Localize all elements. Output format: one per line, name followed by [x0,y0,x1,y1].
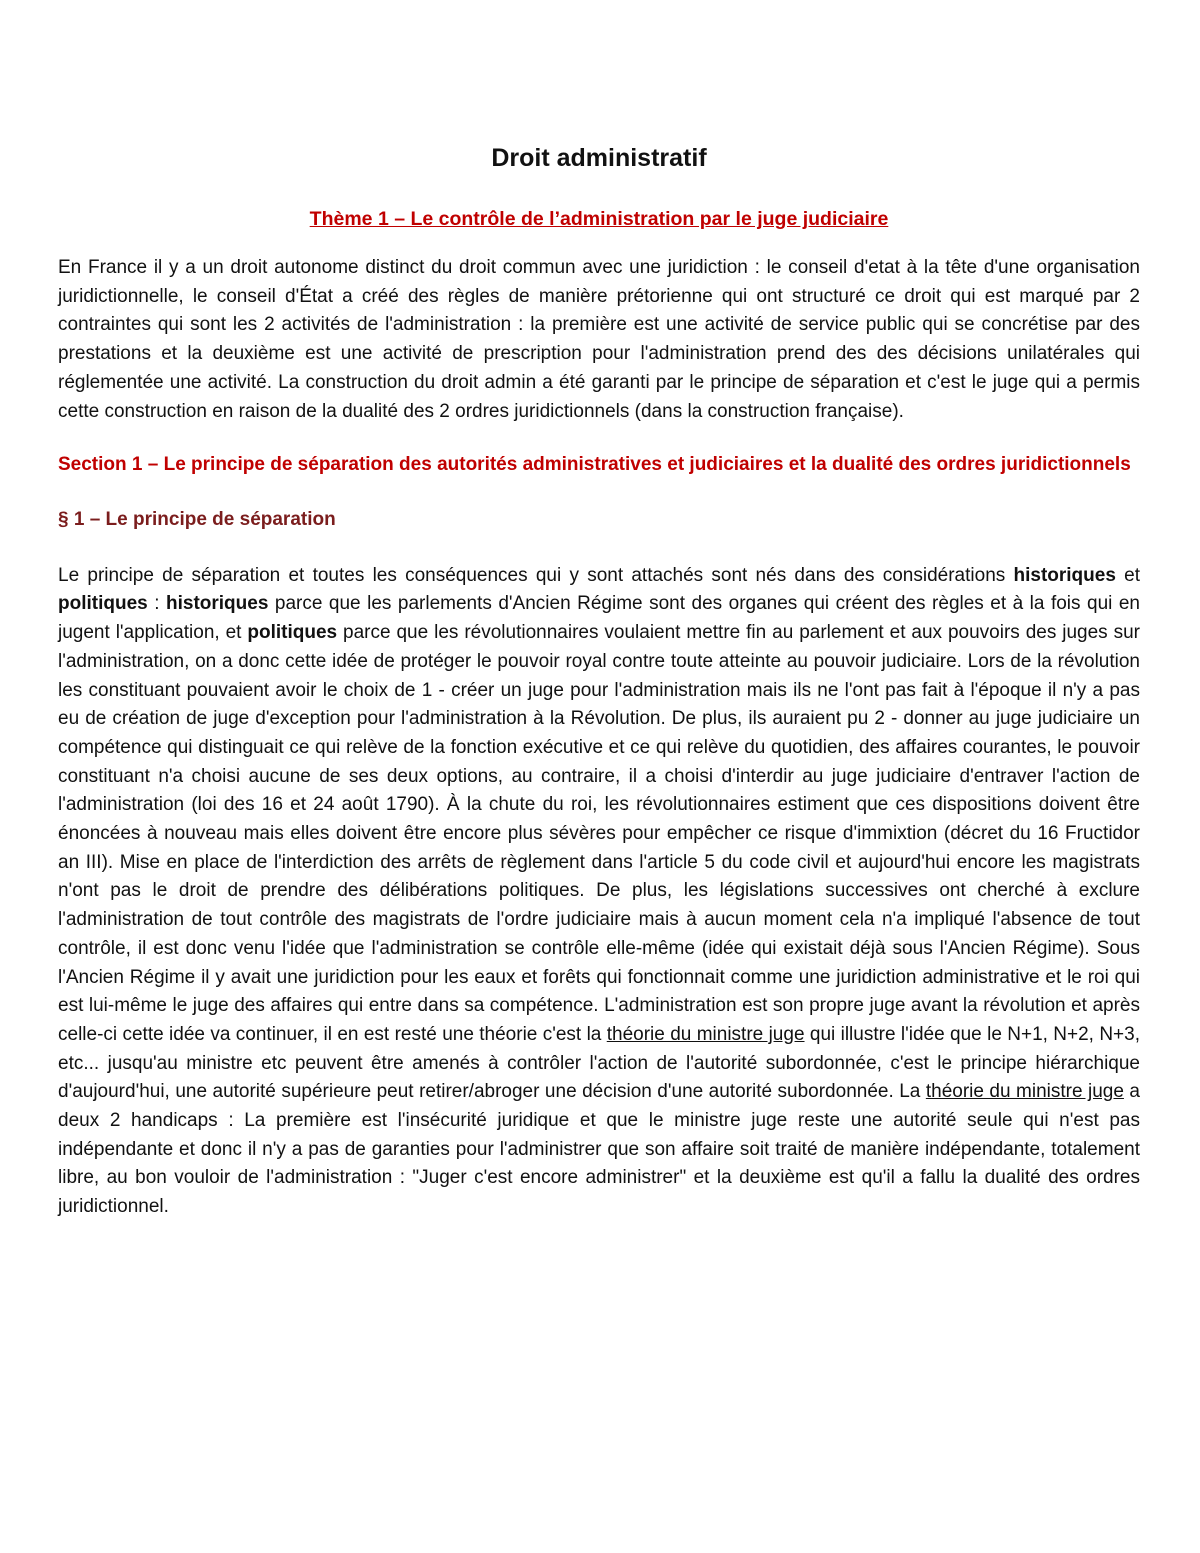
body-text: : [147,593,166,615]
underlined-term: théorie du ministre juge [925,1081,1124,1103]
bold-term: politiques [58,593,148,615]
theme-heading: Thème 1 – Le contrôle de l’administration par le juge judiciaire [309,208,889,230]
body-text: qui illustre l'idée que le N+1, N+2, N+3, etc... jusqu'au ministre etc peuvent être amenés à contrôler l'action de l'autorité subordonnée, c'est le principe hiérarchique d'aujourd'hui, une autorité supérieure peut retirer/abroger une décision d'une autorité subordonnée. La [58,1023,1140,1103]
body-text: parce que les parlements d'Ancien Régime sont des organes qui créent des règles et à la fois qui en jugent l'application, et [58,593,1140,644]
body-text: et [1115,564,1140,586]
section-heading: Section 1 – Le principe de séparation des autorités administratives et judiciaires et la dualité des ordres juridictionnels [58,454,1131,476]
body-text: a deux 2 handicaps : La première est l'insécurité juridique et que le ministre juge reste une autorité seule qui n'est pas indépendante et donc il n'y a pas de garanties pour l'administrer que son affaire soit traité de manière indépendante, totalement libre, au bon vouloir de l'administration : "Juger c'est encore administrer" et la deuxième est qu'il a fallu la dualité des ordres juridictionnel. [58,1081,1140,1218]
bold-term: historiques [1013,564,1116,586]
subsection-heading: § 1 – Le principe de séparation [58,508,336,530]
body-text: parce que les révolutionnaires voulaient mettre fin au parlement et aux pouvoirs des juges sur l'administration, on a donc cette idée de protéger le pouvoir royal contre toute atteinte au pouvoir judiciaire. Lors de la révolution les constituant pouvaient avoir le choix de 1 - créer un juge pour l'administration mais ils ne l'ont pas fait à l'époque il n'y a pas eu de création de juge d'exception pour l'administration à la Révolution. De plus, ils auraient pu 2 - donner au juge judiciaire un compétence qui distinguait ce qui relève de la fonction exécutive et ce qui relève du quotidien, des affaires courantes, le pouvoir constituant n'a choisi aucune de ses deux options, au contraire, il a choisi d'interdir au juge judiciaire d'entraver l'action de l'administration (loi des 16 et 24 août 1790). À la chute du roi, les révolutionnaires estiment que ces dispositions doivent être énoncées à nouveau mais elles doivent être encore plus sévères pour empêcher ce risque d'immixtion (décret du 16 Fructidor an III). Mise en place de l'interdiction des arrêts de règlement dans l'article 5 du code civil et aujourd'hui encore les magistrats n'ont pas le droit de prendre des délibérations politiques. De plus, les législations successives ont cherché à exclure l'administration de tout contrôle des magistrats de l'ordre judiciaire mais à aucun moment cela n'a impliqué l'absence de tout contrôle, il est donc venu l'idée que l'administration se contrôle elle-même (idée qui existait déjà sous l'Ancien Régime). Sous l'Ancien Régime il y avait une juridiction pour les eaux et forêts qui fonctionnait comme une juridiction administrative et le roi qui est lui-même le juge des affaires qui entre dans sa compétence. L'administration est son propre juge avant la révolution et après celle-ci cette idée va continuer, il en est resté une théorie c'est la [58,622,1141,1045]
bold-term: historiques [166,593,269,615]
body-text: Le principe de séparation et toutes les conséquences qui y sont attachés sont nés dans des considérations [58,564,1014,586]
underlined-term: théorie du ministre juge [606,1023,805,1045]
bold-term: politiques [247,622,338,644]
document-title: Droit administratif [491,144,707,172]
intro-paragraph: En France il y a un droit autonome distinct du droit commun avec une juridiction : le conseil d'etat à la tête d'une organisation juridictionnelle, le conseil d'État a créé des règles de manière prétorienne qui ont structuré ce droit qui est marqué par 2 contraintes qui sont les 2 activités de l'administration : la première est une activité de service public qui se concrétise par des prestations et la deuxième est une activité de prescription pour l'administration prend des des décisions unilatérales qui réglementée une activité. La construction du droit admin a été garanti par le principe de séparation et c'est le juge qui a permis cette construction en raison de la dualité des 2 ordres juridictionnels (dans la construction française). [58,257,1140,422]
body-paragraph [58,562,1140,1222]
document-page [58,140,1140,1222]
